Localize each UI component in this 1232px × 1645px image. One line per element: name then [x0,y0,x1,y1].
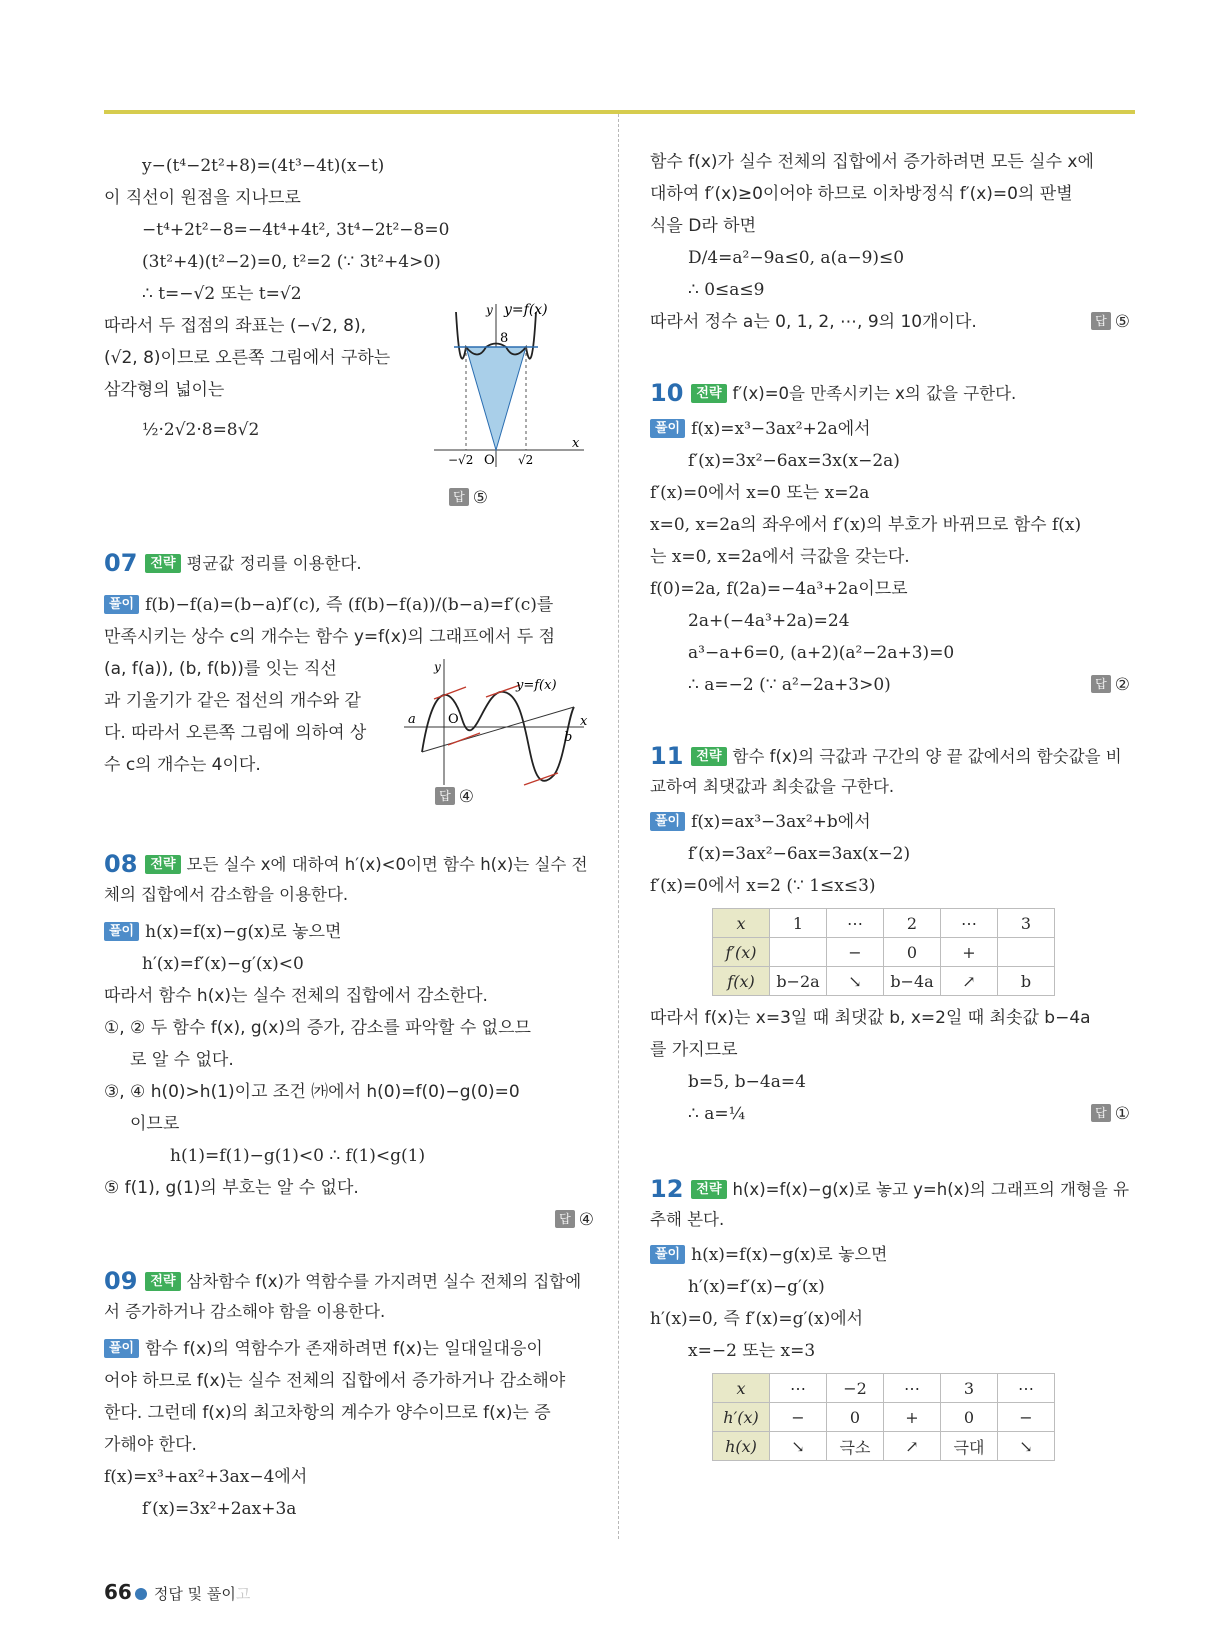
table-cell: 0 [884,938,941,967]
left-column [104,150,594,1525]
p07-b-label: b [564,730,573,745]
p09-line-2: 어야 하므로 f(x)는 실수 전체의 집합에서 증가하거나 감소해야 [104,1371,566,1391]
table-cell: 1 [770,909,827,938]
answer-tag: 답 [1091,675,1111,693]
p09-line-4: 가해야 한다. [104,1435,197,1455]
p07-number: 07 [104,549,138,577]
table-cell: x [713,909,770,938]
table-cell: 3 [998,909,1055,938]
p11-header [650,741,1130,802]
page-number: 66 [104,1580,132,1604]
p07-curve-label: y=f(x) [516,678,557,693]
table-row [713,909,1055,938]
p08-line-2: h′(x)=f′(x)−g′(x)<0 [142,954,304,974]
p09-cont-1: 함수 f(x)가 실수 전체의 집합에서 증가하려면 모든 실수 x에 [650,152,1094,172]
strategy-tag: 전략 [691,384,726,403]
p08-line-3: 따라서 함수 h(x)는 실수 전체의 집합에서 감소한다. [104,986,488,1006]
p09-line-1 [104,1333,594,1365]
p09-answer-value: ⑤ [1114,312,1130,332]
p10-line-8: a³−a+6=0, (a+2)(a²−2a+3)=0 [688,643,955,663]
p08-answer [104,1204,594,1236]
table-cell: ⋯ [941,909,998,938]
strategy-tag: 전략 [145,554,180,573]
right-column [650,146,1130,1467]
strategy-tag: 전략 [691,747,726,766]
p10-line-2: f′(x)=3x²−6ax=3x(x−2a) [688,451,900,471]
p06-tick-pos: √2 [518,453,534,467]
table-row [713,938,1055,967]
table-cell: + [884,1403,941,1432]
strategy-tag: 전략 [691,1180,726,1199]
p10-line-1 [650,413,1130,445]
p08-line-8: h(1)=f(1)−g(1)<0 ∴ f(1)<g(1) [170,1146,426,1166]
table-cell: − [770,1403,827,1432]
table-cell: 0 [941,1403,998,1432]
top-rule [104,110,1135,114]
solution-tag: 풀이 [650,1245,685,1264]
table-cell: −2 [827,1374,884,1403]
p08-line-4: ①, ② 두 함수 f(x), g(x)의 증가, 감소를 파악할 수 없으므 [104,1018,531,1038]
p07-side-4: 수 c의 개수는 4이다. [104,755,261,775]
p10-answer [1091,669,1130,701]
p12-line-4: x=−2 또는 x=3 [688,1341,816,1361]
p07-line-2: 만족시키는 상수 c의 개수는 함수 y=f(x)의 그래프에서 두 점 [104,627,556,647]
p10-last-row [650,669,1130,701]
p06-tick-8: 8 [500,331,509,346]
table-cell: 극대 [941,1432,998,1461]
p09-cont-2: 대하여 f′(x)≥0이어야 하므로 이차방정식 f′(x)=0의 판별 [650,184,1073,204]
p07-origin: O [448,712,459,727]
p09-line-6: f′(x)=3x²+2ax+3a [142,1499,297,1519]
p07-y-axis-label: y [434,660,441,674]
table-cell: ↘ [998,1432,1055,1461]
p12-number: 12 [650,1175,684,1203]
table-cell: ⋯ [827,909,884,938]
p06-side-1: 따라서 두 접점의 좌표는 (−√2, 8), [104,316,367,336]
table-cell: 극소 [827,1432,884,1461]
answer-tag: 답 [449,488,469,506]
p08-line-1 [104,916,594,948]
p07-header [104,548,594,579]
p06-line-4: (3t²+4)(t²−2)=0, t²=2 (∵ 3t²+4>0) [142,252,441,272]
p09-number: 09 [104,1267,138,1295]
p07-x-axis-label: x [580,714,588,729]
table-cell [770,938,827,967]
p11-strategy: 함수 f(x)의 극값과 구간의 양 끝 값에서의 함숫값을 비교하여 최댓값과 최솟값을 구한다. [650,747,1122,796]
strategy-tag: 전략 [145,1272,180,1291]
p10-header [650,378,1130,409]
table-cell: ↘ [827,967,884,996]
p10-line-3: f′(x)=0에서 x=0 또는 x=2a [650,483,870,503]
p08-answer-value: ④ [578,1210,594,1230]
table-row [713,967,1055,996]
p06-side-2: (√2, 8)이므로 오른쪽 그림에서 구하는 [104,348,391,368]
p06-origin: O [484,453,495,468]
table-cell: 3 [941,1374,998,1403]
p12-line-1-text: h(x)=f(x)−g(x)로 놓으면 [691,1245,888,1265]
p07-graph [404,657,594,787]
p06-figure-row [104,302,594,482]
table-row [713,1374,1055,1403]
p06-line-2: 이 직선이 원점을 지나므로 [104,188,301,208]
p08-line-7: 이므로 [130,1114,180,1134]
table-cell [998,938,1055,967]
p06-answer [104,482,594,514]
p08-number: 08 [104,850,138,878]
p08-line-6: ③, ④ h(0)>h(1)이고 조건 ㈎에서 h(0)=f(0)−g(0)=0 [104,1082,520,1102]
p08-header [104,849,594,910]
p10-line-5: 는 x=0, x=2a에서 극값을 갖는다. [650,547,910,567]
p12-header [650,1174,1130,1235]
table-cell: ↗ [941,967,998,996]
p10-number: 10 [650,379,684,407]
p06-side-3: 삼각형의 넓이는 [104,380,225,400]
p07-a-label: a [408,712,416,727]
p11-answer [1091,1098,1130,1130]
column-divider [618,114,619,1539]
p12-line-1 [650,1239,1130,1271]
p10-line-9: ∴ a=−2 (∵ a²−2a+3>0) [688,675,891,695]
table-cell: b−4a [884,967,941,996]
p06-line-5: ∴ t=−√2 또는 t=√2 [142,284,302,304]
solution-tag: 풀이 [104,595,139,614]
p11-last-row [650,1098,1130,1130]
answer-tag: 답 [435,787,455,805]
p06-formula: ½·2√2·8=8√2 [142,420,260,440]
p08-line-9: ⑤ f(1), g(1)의 부호는 알 수 없다. [104,1178,359,1198]
p06-line-3: −t⁴+2t²−8=−4t⁴+4t², 3t⁴−2t²−8=0 [142,220,450,240]
p11-after-3: b=5, b−4a=4 [688,1072,806,1092]
p10-answer-value: ② [1114,675,1130,695]
p11-after-1: 따라서 f(x)는 x=3일 때 최댓값 b, x=2일 때 최솟값 b−4a [650,1008,1091,1028]
table-row [713,1432,1055,1461]
p11-after-2: 를 가지므로 [650,1040,738,1060]
p12-strategy: h(x)=f(x)−g(x)로 놓고 y=h(x)의 그래프의 개형을 유추해 본다. [650,1180,1130,1229]
p09-cont-3: 식을 D라 하면 [650,216,757,236]
footer-label: 정답 및 풀이 [153,1585,236,1603]
table-cell: b−2a [770,967,827,996]
p11-line-2: f′(x)=3ax²−6ax=3ax(x−2) [688,844,911,864]
p06-answer-value: ⑤ [472,488,488,508]
p10-line-7: 2a+(−4a³+2a)=24 [688,611,850,631]
p11-number: 11 [650,742,684,770]
p09-last-row [650,306,1130,338]
solution-tag: 풀이 [104,1339,139,1358]
p06-curve-label: y=f(x) [504,302,548,318]
table-cell: + [941,938,998,967]
p07-strategy: 평균값 정리를 이용한다. [186,554,362,573]
p09-cont-4: D/4=a²−9a≤0, a(a−9)≤0 [688,248,905,268]
table-cell: ↘ [770,1432,827,1461]
p11-answer-value: ① [1114,1104,1130,1124]
table-cell: ⋯ [998,1374,1055,1403]
bullet-dot-icon [135,1588,147,1600]
table-cell: − [998,1403,1055,1432]
solution-tag: 풀이 [104,922,139,941]
p09-cont-5: ∴ 0≤a≤9 [688,280,765,300]
p11-line-3: f′(x)=0에서 x=2 (∵ 1≤x≤3) [650,876,876,896]
p07-line-1-text: f(b)−f(a)=(b−a)f′(c), 즉 (f(b)−f(a))/(b−a)=f′(c)를 [145,595,554,615]
p08-strategy: 모든 실수 x에 대하여 h′(x)<0이면 함수 h(x)는 실수 전체의 집합에서 감소함을 이용한다. [104,855,588,904]
table-cell: b [998,967,1055,996]
p07-figure-row [104,653,594,781]
table-cell: ⋯ [884,1374,941,1403]
table-cell: f′(x) [713,938,770,967]
p07-side-3: 다. 따라서 오른쪽 그림에 의하여 상 [104,723,367,743]
p06-graph [434,302,594,472]
page-footer [104,1580,250,1604]
p10-line-4: x=0, x=2a의 좌우에서 f′(x)의 부호가 바뀌므로 함수 f(x) [650,515,1082,535]
p09-answer [1091,306,1130,338]
p12-line-3: h′(x)=0, 즉 f′(x)=g′(x)에서 [650,1309,864,1329]
p11-variation-table [712,908,1055,996]
p07-side-1: (a, f(a)), (b, f(b))를 잇는 직선 [104,659,337,679]
p06-y-axis-label: y [486,303,493,317]
strategy-tag: 전략 [145,855,180,874]
p09-strategy: 삼차함수 f(x)가 역함수를 가지려면 실수 전체의 집합에서 증가하거나 감소해야 함을 이용한다. [104,1272,582,1321]
table-cell: h(x) [713,1432,770,1461]
p09-cont-6: 따라서 정수 a는 0, 1, 2, ⋯, 9의 10개이다. [650,312,977,332]
p09-header [104,1266,594,1327]
p10-line-1-text: f(x)=x³−3ax²+2a에서 [691,419,871,439]
table-cell: ↗ [884,1432,941,1461]
table-cell: − [827,938,884,967]
p12-line-2: h′(x)=f′(x)−g′(x) [688,1277,825,1297]
answer-tag: 답 [1091,1104,1111,1122]
p08-line-5: 로 알 수 없다. [130,1050,234,1070]
p07-side-2: 과 기울기가 같은 접선의 개수와 같 [104,691,361,711]
p06-x-axis-label: x [572,436,580,451]
table-cell: f(x) [713,967,770,996]
p11-line-1 [650,806,1130,838]
p08-line-1-text: h(x)=f(x)−g(x)로 놓으면 [145,922,342,942]
p06-line-1: y−(t⁴−2t²+8)=(4t³−4t)(x−t) [142,156,385,176]
solution-tag: 풀이 [650,812,685,831]
p07-line-1 [104,589,594,621]
p10-line-6: f(0)=2a, f(2a)=−4a³+2a이므로 [650,579,908,599]
p09-line-5: f(x)=x³+ax²+3ax−4에서 [104,1467,308,1487]
solution-tag: 풀이 [650,419,685,438]
table-cell: x [713,1374,770,1403]
p07-answer-value: ④ [458,787,474,807]
p06-tick-neg: −√2 [448,453,474,467]
table-cell: ⋯ [770,1374,827,1403]
footer-ghost-text: 고 [235,1585,251,1603]
p11-after-4: ∴ a=¼ [688,1104,746,1124]
p11-line-1-text: f(x)=ax³−3ax²+b에서 [691,812,871,832]
table-row [713,1403,1055,1432]
answer-tag: 답 [1091,312,1111,330]
p09-line-3: 한다. 그런데 f(x)의 최고차항의 계수가 양수이므로 f(x)는 증 [104,1403,551,1423]
p10-strategy: f′(x)=0을 만족시키는 x의 값을 구한다. [732,384,1017,403]
answer-tag: 답 [555,1210,575,1228]
table-cell: 2 [884,909,941,938]
table-cell: h′(x) [713,1403,770,1432]
p09-line-1-text: 함수 f(x)의 역함수가 존재하려면 f(x)는 일대일대응이 [145,1339,543,1359]
table-cell: 0 [827,1403,884,1432]
p12-variation-table [712,1373,1055,1461]
